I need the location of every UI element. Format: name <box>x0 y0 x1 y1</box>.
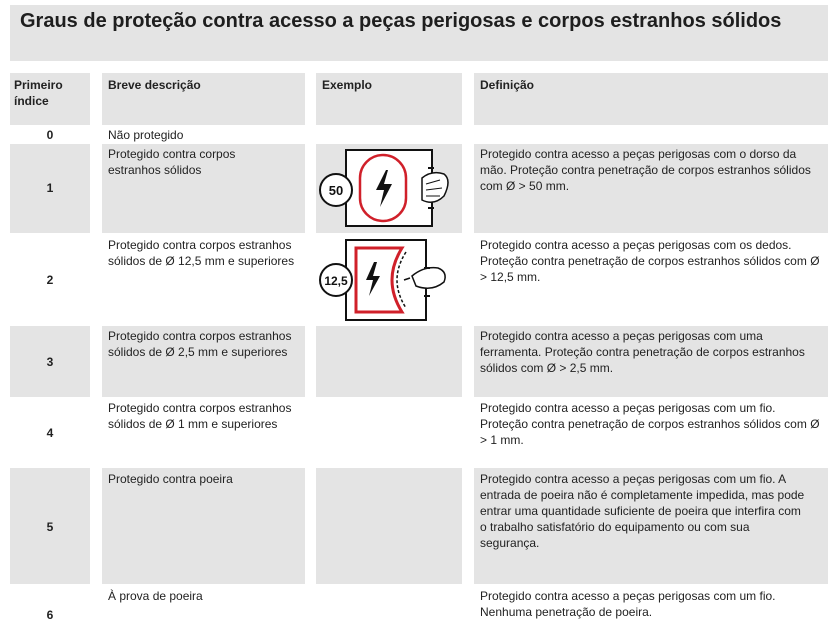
row-4-definition: Protegido contra acesso a peças perigosas com um fio. Proteção contra penetração de corpos estranhos sólidos com Ø > 1 mm. <box>480 401 820 447</box>
row-1-description: Protegido contra corpos estranhos sólidos <box>108 147 236 177</box>
row-3-description: Protegido contra corpos estranhos sólidos de Ø 2,5 mm e superiores <box>108 329 292 359</box>
header-example: Exemplo <box>322 78 373 92</box>
row-1-definition: Protegido contra acesso a peças perigosas com o dorso da mão. Proteção contra penetração de corpos estranhos sólidos com Ø > 50 mm. <box>480 147 811 193</box>
ip1-diameter-label: 50 <box>328 183 344 198</box>
ip1-back-of-hand-illustration <box>316 144 462 233</box>
header-description: Breve descrição <box>108 78 201 92</box>
row-6-index: 6 <box>46 608 54 622</box>
row-2-definition: Protegido contra acesso a peças perigosas com os dedos. Proteção contra penetração de corpos estranhos sólidos com Ø > 12,5 mm. <box>480 238 820 284</box>
row-6-definition: Protegido contra acesso a peças perigosas com um fio. Nenhuma penetração de poeira. <box>480 589 776 619</box>
row-5-example-cell <box>316 468 462 584</box>
row-5-description: Protegido contra poeira <box>108 472 233 486</box>
row-2-index: 2 <box>46 273 54 287</box>
page-title: Graus de proteção contra acesso a peças perigosas e corpos estranhos sólidos <box>20 10 782 32</box>
row-3-index: 3 <box>46 355 54 369</box>
row-2-description: Protegido contra corpos estranhos sólidos de Ø 12,5 mm e superiores <box>108 238 295 268</box>
row-0-description: Não protegido <box>108 128 184 142</box>
row-1-index: 1 <box>46 181 54 195</box>
row-6-description: À prova de poeira <box>108 589 203 603</box>
row-4-description: Protegido contra corpos estranhos sólidos de Ø 1 mm e superiores <box>108 401 292 431</box>
ip2-diameter-label: 12,5 <box>324 274 348 288</box>
row-0-index: 0 <box>46 128 54 142</box>
header-index: Primeiro índice <box>14 78 63 108</box>
header-definition: Definição <box>480 78 535 92</box>
row-5-definition: Protegido contra acesso a peças perigosas com um fio. A entrada de poeira não é completamente impedida, mas pode entrar uma quantidade suficiente de poeira que interfira com o trabalho satisfatório do equipamento ou com sua segurança. <box>480 472 805 550</box>
row-5-index: 5 <box>46 520 54 534</box>
row-3-example-cell <box>316 326 462 397</box>
row-4-index: 4 <box>46 426 54 440</box>
row-3-definition: Protegido contra acesso a peças perigosas com uma ferramenta. Proteção contra penetração de corpos estranhos sólidos com Ø > 2,5 mm. <box>480 329 805 375</box>
ip2-finger-illustration <box>316 236 462 324</box>
